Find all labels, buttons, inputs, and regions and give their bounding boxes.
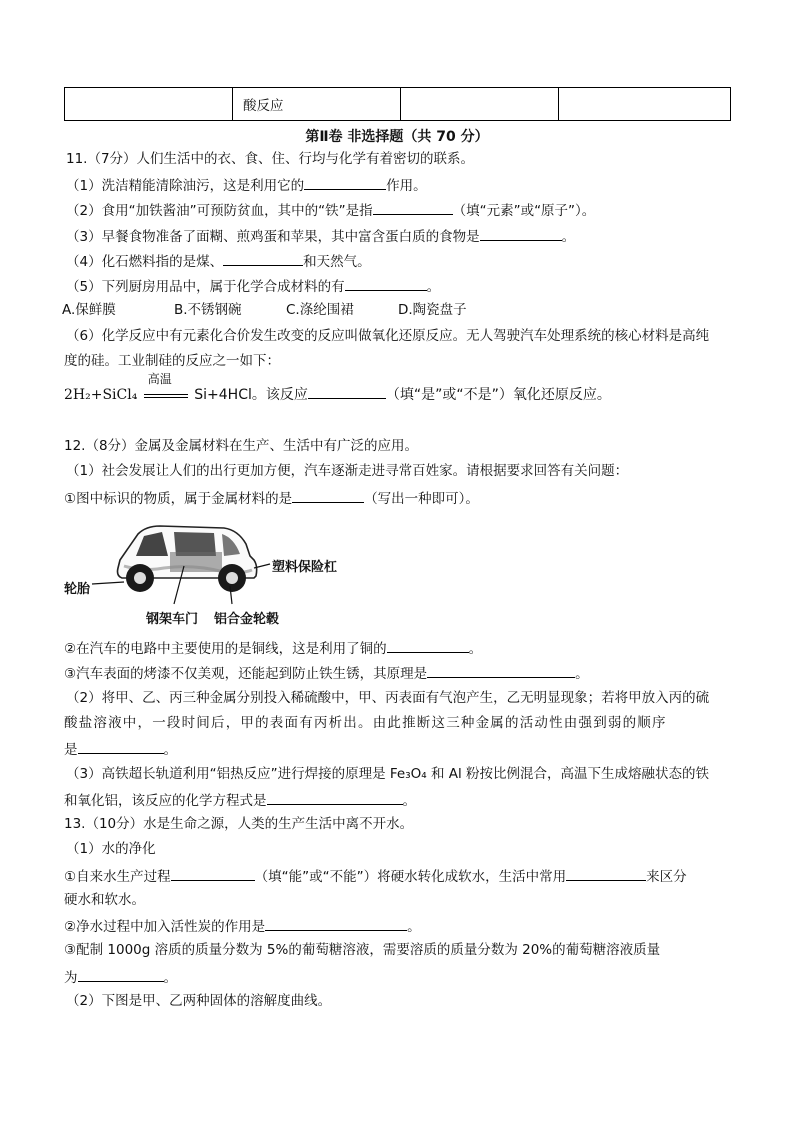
- answer-blank[interactable]: [387, 638, 469, 653]
- equation-reactants: 2H₂+SiCl₄: [64, 387, 138, 403]
- answer-blank[interactable]: [373, 200, 453, 215]
- table-cell: [65, 88, 233, 121]
- q12-c1: [64, 488, 479, 508]
- q11-p2-text: （2）食用“加铁酱油”可预防贫血，其中的“铁”是指: [66, 203, 373, 219]
- answer-blank[interactable]: [480, 226, 562, 241]
- answer-blank[interactable]: [265, 916, 407, 931]
- q13-c3-line2: [64, 967, 177, 987]
- table-cell: 酸反应: [233, 88, 401, 121]
- q11-part6-line2: 度的硅。工业制硅的反应之一如下：: [64, 353, 280, 369]
- answer-blank[interactable]: [345, 276, 427, 291]
- q11-options: [62, 301, 467, 319]
- q12-part3-line2: [64, 790, 416, 810]
- car-figure: [64, 516, 364, 634]
- q13-c1-text: ①自来水生产过程: [64, 869, 171, 885]
- q11-part2: [66, 200, 595, 220]
- reaction-arrow: [144, 372, 188, 404]
- q12-part2-line1: （2）将甲、乙、丙三种金属分别投入稀硫酸中，甲、丙表面有气泡产生，乙无明显现象；若将甲放入丙的硫: [66, 690, 710, 706]
- option-c[interactable]: C.涤纶围裙: [286, 302, 354, 318]
- q13-c2-text: ②净水过程中加入活性炭的作用是: [64, 919, 266, 935]
- q11-p4-text: （4）化石燃料指的是煤、: [66, 254, 224, 270]
- q13-stem: 13.（10分）水是生命之源，人类的生产生活中离不开水。: [64, 816, 414, 832]
- q13-c1-line2: 硬水和软水。: [64, 892, 145, 908]
- q12-stem: 12.（8分）金属及金属材料在生产、生活中有广泛的应用。: [64, 438, 419, 454]
- answer-blank[interactable]: [304, 175, 386, 190]
- q12-c1-text: ①图中标识的物质，属于金属材料的是: [64, 491, 293, 507]
- q11-p4-tail: 和天然气。: [303, 254, 371, 270]
- q13-c1-mid: （填“能”或“不能”）将硬水转化成软水，生活中常用: [254, 869, 567, 885]
- answer-blank[interactable]: [78, 739, 164, 754]
- q12-p3-text: 和氧化铝，该反应的化学方程式是: [64, 793, 267, 809]
- equation-tail: （填“是”或“不是”）氧化还原反应。: [385, 387, 611, 403]
- option-a[interactable]: A.保鲜膜: [62, 302, 116, 318]
- option-b[interactable]: B.不锈钢碗: [174, 302, 242, 318]
- answer-blank[interactable]: [427, 663, 575, 678]
- q12-c3: [64, 663, 589, 683]
- q11-stem: 11.（7分）人们生活中的衣、食、住、行均与化学有着密切的联系。: [66, 151, 475, 167]
- q11-p3-tail: 。: [561, 229, 576, 245]
- q11-p2-tail: （填“元素”或“原子”）。: [452, 203, 596, 219]
- q12-p3-tail: 。: [402, 793, 416, 809]
- car-label-wheel: 铝合金轮毂: [214, 612, 280, 627]
- answer-blank[interactable]: [171, 866, 255, 881]
- reaction-condition: 高温: [147, 372, 172, 386]
- q12-part2-line2: 酸盐溶液中，一段时间后，甲的表面有丙析出。由此推断这三种金属的活动性由强到弱的顺序: [64, 715, 667, 731]
- q12-part3-line1: （3）高铁超长轨道利用“铝热反应”进行焊接的原理是 Fe₃O₄ 和 Al 粉按比例混合，高温下生成熔融状态的铁: [66, 766, 710, 782]
- q11-part5: [66, 276, 440, 296]
- q12-c2: [64, 638, 482, 658]
- q13-c1: [64, 866, 687, 886]
- q13-c3-tail: 。: [163, 970, 177, 986]
- table-cell: [559, 88, 731, 121]
- option-d[interactable]: D.陶瓷盘子: [398, 302, 467, 318]
- q13-part1: （1）水的净化: [66, 841, 156, 857]
- q12-part2-line3: [64, 739, 177, 759]
- q13-c2-tail: 。: [407, 919, 421, 935]
- q13-part2: （2）下图是甲、乙两种固体的溶解度曲线。: [66, 993, 332, 1009]
- q11-part4: [66, 251, 371, 271]
- q12-c1-tail: （写出一种即可）。: [364, 491, 479, 507]
- car-label-tire: 轮胎: [64, 582, 91, 597]
- q11-p3-text: （3）早餐食物准备了面糊、煎鸡蛋和苹果，其中富含蛋白质的食物是: [66, 229, 480, 245]
- q12-part1: （1）社会发展让人们的出行更加方便，汽车逐渐走进寻常百姓家。请根据要求回答有关问题：: [66, 463, 629, 479]
- q12-c2-tail: 。: [468, 641, 483, 657]
- table-row: [65, 88, 731, 121]
- answer-blank[interactable]: [223, 251, 303, 266]
- answer-blank[interactable]: [308, 384, 386, 399]
- q11-part3: [66, 226, 575, 246]
- table-cell: [401, 88, 559, 121]
- q12-c3-tail: 。: [575, 666, 589, 682]
- q11-p1-tail: 作用。: [386, 178, 427, 194]
- q12-p2-text: 是: [64, 742, 78, 758]
- answer-blank[interactable]: [267, 790, 403, 805]
- q13-c3-text: 为: [64, 970, 78, 986]
- q13-c3-line1: ③配制 1000g 溶质的质量分数为 5%的葡萄糖溶液，需要溶质的质量分数为 20%的葡萄糖溶液质量: [64, 942, 661, 958]
- q12-p2-tail: 。: [163, 742, 177, 758]
- q11-part6-line1: （6）化学反应中有元素化合价发生改变的反应叫做氧化还原反应。无人驾驶汽车处理系统的核心材料是高纯: [66, 328, 710, 344]
- q13-c2: [64, 916, 421, 936]
- equation-products: Si+4HCl。该反应: [194, 387, 308, 403]
- answer-blank[interactable]: [566, 866, 646, 881]
- q11-p5-text: （5）下列厨房用品中，属于化学合成材料的有: [66, 279, 345, 295]
- section-title: 第Ⅱ卷 非选择题（共 70 分）: [305, 129, 489, 145]
- q12-c2-text: ②在汽车的电路中主要使用的是铜线，这是利用了铜的: [64, 641, 387, 657]
- q11-part1: [66, 175, 427, 195]
- answer-blank[interactable]: [292, 488, 364, 503]
- q11-p1-text: （1）洗洁精能清除油污，这是利用它的: [66, 178, 305, 194]
- q11-p5-tail: 。: [426, 279, 441, 295]
- q13-c1-tail: 来区分: [646, 869, 687, 885]
- answer-blank[interactable]: [78, 967, 164, 982]
- q12-c3-text: ③汽车表面的烤漆不仅美观，还能起到防止铁生锈，其原理是: [64, 666, 428, 682]
- car-label-door: 钢架车门: [146, 612, 199, 627]
- car-label-plastic: 塑料保险杠: [272, 560, 338, 575]
- answer-table: [64, 87, 731, 121]
- chemical-equation: [64, 372, 611, 404]
